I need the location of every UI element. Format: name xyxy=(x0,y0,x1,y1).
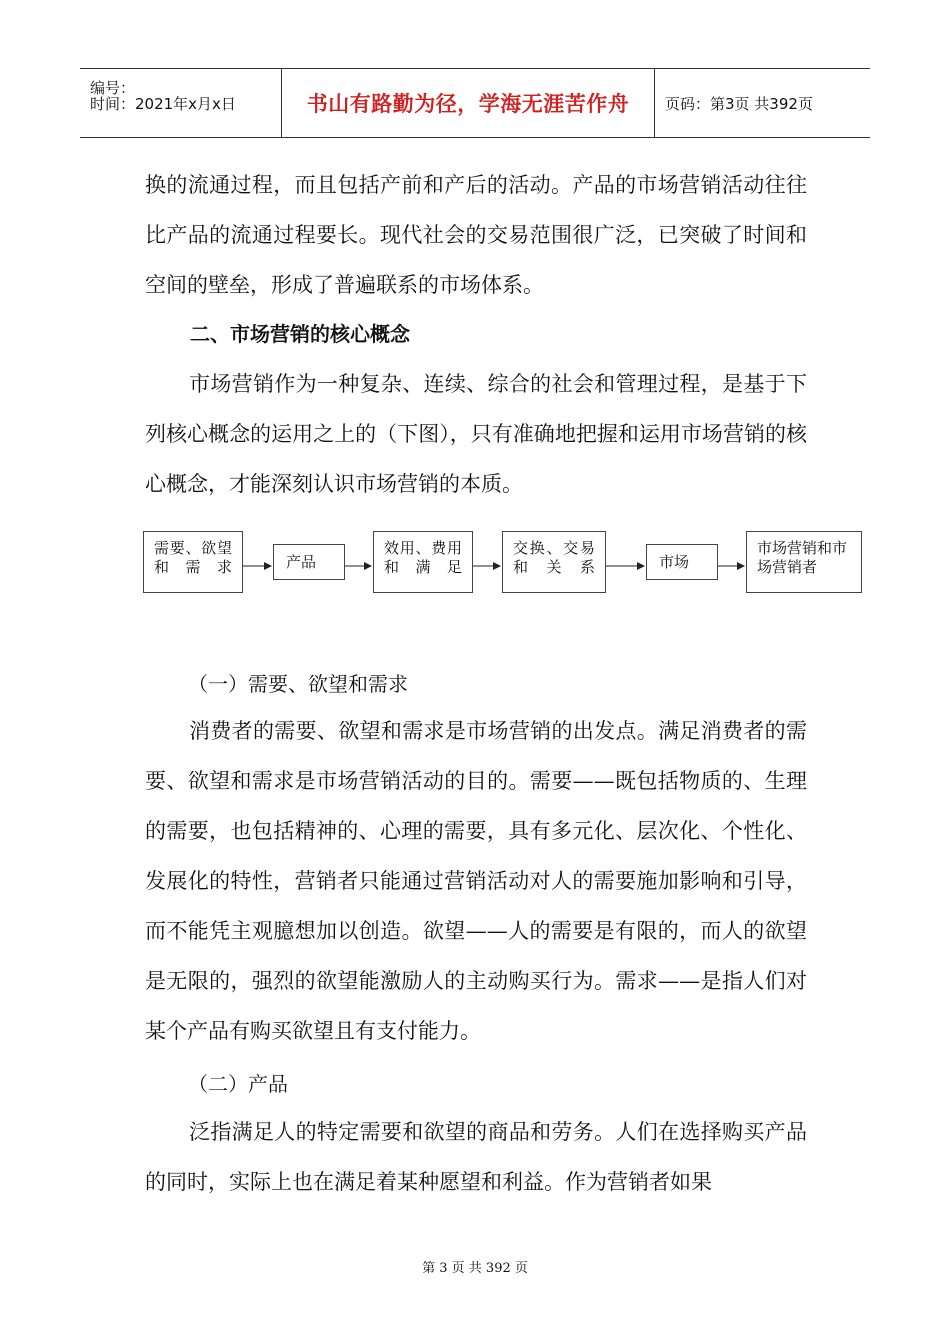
number-label: 编号： xyxy=(90,79,136,97)
subheading-2: （二）产品 xyxy=(188,1072,288,1096)
motto: 书山有路勤为径，学海无涯苦作舟 xyxy=(306,92,630,116)
header-meta xyxy=(80,69,280,137)
page-footer: 第 3 页 共 392 页 xyxy=(422,1261,528,1276)
subheading-1: （一）需要、欲望和需求 xyxy=(188,672,408,696)
diagram-box-exchange: 交换、交易和关系 xyxy=(502,531,606,593)
date-label: 时间：2021年x月x日 xyxy=(90,95,236,113)
paragraph-3: 消费者的需要、欲望和需求是市场营销的出发点。满足消费者的需要、欲望和需求是市场营销活动的目的。需要——既包括物质的、生理的需要，也包括精神的、心理的需要，具有多元化、层次化、个性化、发展化的特性，营销者只能通过营销活动对人的需要施加影响和引导，而不能凭主观臆想加以创造。欲望——人的需要是有限的，而人的欲望是无限的，强烈的欲望能激励人的主动购买行为。需求——是指人们对某个产品有购买欲望且有支付能力。 xyxy=(145,719,807,1043)
section-heading-2: 二、市场营销的核心概念 xyxy=(190,322,410,346)
diagram-box-product: 产品 xyxy=(273,544,345,580)
page-info: 页码：第3页 共392页 xyxy=(665,94,813,113)
header-motto-cell xyxy=(281,69,655,137)
diagram-box-marketers: 市场营销和市场营销者 xyxy=(746,531,862,593)
diagram-box-market: 市场 xyxy=(646,544,718,580)
paragraph-4: 泛指满足人的特定需要和欲望的商品和劳务。人们在选择购买产品的同时，实际上也在满足着某种愿望和利益。作为营销者如果 xyxy=(145,1120,807,1194)
paragraph-2: 市场营销作为一种复杂、连续、综合的社会和管理过程，是基于下列核心概念的运用之上的（下图），只有准确地把握和运用市场营销的核心概念，才能深刻认识市场营销的本质。 xyxy=(145,372,807,496)
paragraph-1: 换的流通过程，而且包括产前和产后的活动。产品的市场营销活动往往比产品的流通过程要长。现代社会的交易范围很广泛，已突破了时间和空间的壁垒，形成了普遍联系的市场体系。 xyxy=(145,173,807,297)
page-header xyxy=(80,68,870,138)
diagram-box-utility: 效用、费用和满足 xyxy=(373,531,473,593)
diagram-box-needs: 需要、欲望和需求 xyxy=(143,531,243,593)
